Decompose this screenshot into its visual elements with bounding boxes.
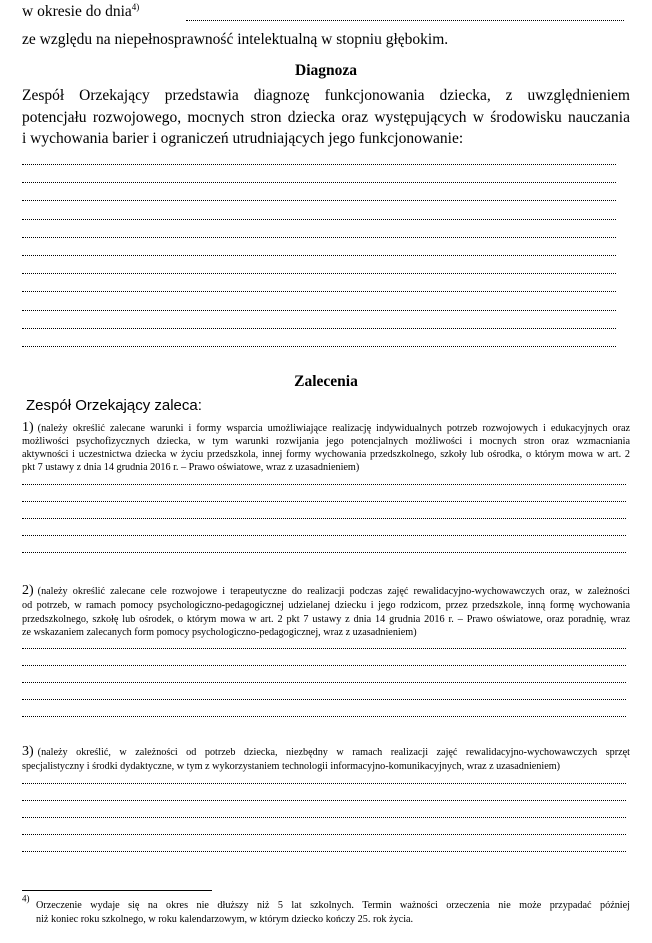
dotted-answer-line[interactable] [22,518,626,519]
validity-date-line [22,3,139,21]
recommendation-1-line-3: aktywności i uczestnictwa dziecka w życiu przedszkola, innej formy wychowania przedszkolnego, szkoły lub ośrodka, o którym mowa w art. 2 [22,449,630,460]
dotted-answer-line[interactable] [22,851,626,852]
dotted-answer-line[interactable] [22,484,626,485]
disability-statement: ze względu na niepełnosprawność intelektualną w stopniu głębokim. [22,31,449,48]
dotted-answer-line[interactable] [22,328,616,329]
dotted-answer-line[interactable] [22,182,616,183]
dotted-answer-line[interactable] [22,219,616,220]
dotted-answer-line[interactable] [22,164,616,165]
recommendation-1-number: 1) [22,420,34,435]
footnote-ref-4: 4) [131,1,140,12]
recommendation-3-line-1: 3) (należy określić, w zależności od potrzeb dziecka, niezbędny w ramach realizacji zajęć rewalidacyjno-wychowawczych sprzęt [22,744,630,759]
recommendation-1-line-1: 1) (należy określić zalecane warunki i formy wsparcia umożliwiające realizację indywidualnych potrzeb rozwojowych i edukacyjnych oraz [22,420,630,435]
validity-date-fill-line[interactable] [186,20,624,21]
dotted-answer-line[interactable] [22,273,616,274]
dotted-answer-line[interactable] [22,665,626,666]
dotted-answer-line[interactable] [22,291,616,292]
dotted-answer-line[interactable] [22,834,626,835]
recommendation-2-line-1: 2) (należy określić zalecane cele rozwojowe i terapeutyczne do realizacji podczas zajęć rewalidacyjno-wychowawczych oraz, w zależności [22,583,630,598]
recommendation-2-line-4: ze wskazaniem zalecanych form pomocy psychologiczno-pedagogicznej, wraz z uzasadnieniem) [22,627,417,638]
dotted-answer-line[interactable] [22,800,626,801]
footnote-line-1: Orzeczenie wydaje się na okres nie dłuższy niż 5 lat szkolnych. Termin ważności orzeczenia nie może przypadać później [36,900,630,911]
footnote-separator [22,890,212,891]
recommendation-2-number: 2) [22,583,34,598]
zalecenia-heading: Zalecenia [294,373,358,390]
dotted-answer-line[interactable] [22,237,616,238]
dotted-answer-line[interactable] [22,310,616,311]
dotted-answer-line[interactable] [22,535,626,536]
recommendation-2-line-3: przedszkolnego, szkołę lub ośrodek, o którym mowa w art. 2 pkt 7 ustawy z dnia 14 grudnia 2016 r. – Prawo oświatowe, oraz poradnię, wraz [22,614,630,625]
dotted-answer-line[interactable] [22,716,626,717]
dotted-answer-line[interactable] [22,552,626,553]
dotted-answer-line[interactable] [22,255,616,256]
footnote-marker: 4) [22,893,30,904]
diagnoza-heading: Diagnoza [295,62,357,79]
diagnoza-paragraph-line-3: i wychowania barier i ograniczeń utrudniających jego funkcjonowanie: [22,130,464,147]
dotted-answer-line[interactable] [22,783,626,784]
dotted-answer-line[interactable] [22,648,626,649]
recommendation-3-number: 3) [22,744,34,759]
recommendation-3-line-2: specjalistyczny i środki dydaktyczne, w tym z wykorzystaniem technologii informacyjno-komunikacyjnych, wraz z uzasadnieniem) [22,761,561,772]
dotted-answer-line[interactable] [22,346,616,347]
dotted-answer-line[interactable] [22,501,626,502]
diagnoza-paragraph-line-1: Zespół Orzekający przedstawia diagnozę funkcjonowania dziecka, z uwzględnieniem [22,87,630,104]
validity-date-label: w okresie do dnia [22,3,132,20]
recommendation-1-line-2: możliwości psychofizycznych dziecka, w tym warunki rozwijania jego potencjalnych możliwości i mocnych stron oraz wzmacniania [22,436,630,447]
dotted-answer-line[interactable] [22,200,616,201]
recommendation-1-line-4: pkt 7 ustawy z dnia 14 grudnia 2016 r. – Prawo oświatowe, wraz z uzasadnieniem) [22,462,360,473]
zalecenia-intro: Zespół Orzekający zaleca: [26,397,202,414]
dotted-answer-line[interactable] [22,817,626,818]
footnote-line-2: niż koniec roku szkolnego, w roku kalendarzowym, w którym dziecko kończy 25. rok życia. [36,914,414,925]
dotted-answer-line[interactable] [22,699,626,700]
diagnoza-paragraph-line-2: potencjału rozwojowego, mocnych stron dziecka oraz występujących w środowisku nauczania [22,109,630,126]
dotted-answer-line[interactable] [22,682,626,683]
recommendation-2-line-2: od potrzeb, w ramach pomocy psychologiczno-pedagogicznej udzielanej dziecku i jego rodzicom, przez przedszkole, inną formę wychowania [22,600,630,611]
